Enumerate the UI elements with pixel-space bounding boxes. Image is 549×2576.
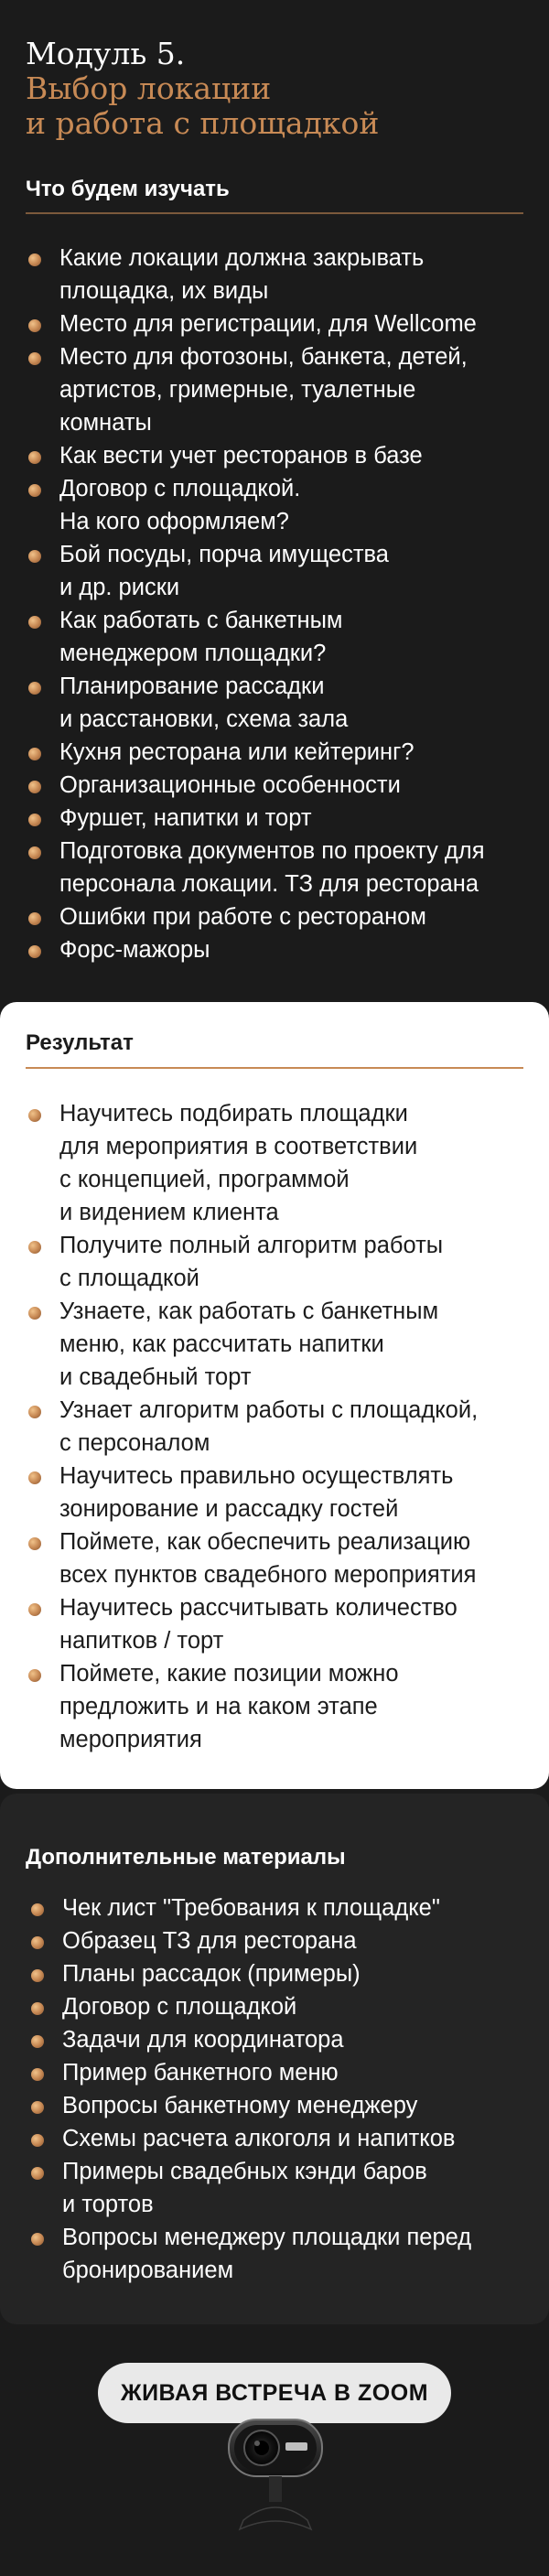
list-item — [26, 1591, 529, 1657]
list-item-text: менеджером площадки? — [59, 641, 327, 666]
webcam-icon — [216, 2412, 335, 2536]
list-item-text: Ошибки при работе с рестораном — [59, 904, 426, 930]
list-item-text: напитков / торт — [59, 1628, 224, 1654]
list-item — [28, 2155, 541, 2221]
list-item — [28, 2122, 541, 2155]
result-section — [0, 1002, 549, 1789]
bullet-dot-icon — [31, 2068, 44, 2081]
bullet-dot-icon — [28, 1241, 41, 1254]
bullet-dot-icon — [31, 2167, 44, 2180]
module-title-line: и работа с площадкой — [26, 105, 380, 141]
list-item-text: На кого оформляем? — [59, 509, 289, 534]
list-item-text: Организационные особенности — [59, 772, 401, 798]
list-item-text: Узнает алгоритм работы с площадкой, — [59, 1397, 479, 1423]
bullet-dot-icon — [31, 2101, 44, 2114]
list-item-text: с персоналом — [59, 1430, 210, 1456]
list-item — [28, 2023, 541, 2056]
list-item — [26, 670, 529, 736]
list-item — [26, 802, 529, 835]
list-item — [26, 1525, 529, 1591]
list-item-text: Узнаете, как работать с банкетным — [59, 1299, 439, 1324]
list-item — [28, 1990, 541, 2023]
list-item-text: Вопросы банкетному менеджеру — [62, 2093, 418, 2118]
result-divider — [26, 1067, 523, 1069]
list-item — [26, 439, 529, 472]
learn-divider — [26, 212, 523, 214]
module-title — [26, 37, 379, 141]
bullet-dot-icon — [28, 451, 41, 464]
list-item — [26, 769, 529, 802]
list-item — [28, 1957, 541, 1990]
module-number: Модуль 5. — [26, 36, 186, 71]
extra-materials-section — [0, 1794, 549, 2324]
list-item — [26, 1295, 529, 1394]
list-item-text: Поймете, как обеспечить реализацию — [59, 1529, 471, 1555]
list-item-text: бронированием — [62, 2258, 234, 2283]
list-item-text: Подготовка документов по проекту для — [59, 838, 485, 864]
list-item — [26, 933, 529, 966]
list-item — [26, 340, 529, 439]
list-item-text: Договор с площадкой — [62, 1994, 297, 2020]
list-item — [26, 1657, 529, 1756]
list-item-text: Кухня ресторана или кейтеринг? — [59, 739, 414, 765]
bullet-dot-icon — [28, 945, 41, 958]
list-item-text: Бой посуды, порча имущества — [59, 542, 389, 567]
list-item-text: Планы рассадок (примеры) — [62, 1961, 361, 1987]
list-item — [28, 1924, 541, 1957]
list-item-text: для мероприятия в соответствии — [59, 1134, 418, 1159]
list-item-text: площадка, их виды — [59, 278, 269, 304]
module-hero-section — [0, 0, 549, 997]
bullet-dot-icon — [28, 484, 41, 497]
list-item-text: Место для фотозоны, банкета, детей, — [59, 344, 468, 370]
bullet-dot-icon — [31, 2002, 44, 2015]
list-item-text: и др. риски — [59, 575, 180, 600]
list-item — [28, 2056, 541, 2089]
result-list — [26, 1097, 529, 1756]
list-item — [26, 1460, 529, 1525]
list-item-text: персонала локации. ТЗ для ресторана — [59, 871, 479, 897]
list-item-text: Договор с площадкой. — [59, 476, 301, 501]
bullet-dot-icon — [28, 616, 41, 629]
list-item-text: Задачи для координатора — [62, 2027, 344, 2053]
bullet-dot-icon — [28, 1109, 41, 1122]
extra-list — [28, 1892, 541, 2287]
bullet-dot-icon — [28, 1537, 41, 1550]
list-item-text: Форс-мажоры — [59, 937, 210, 963]
bullet-dot-icon — [28, 1669, 41, 1682]
list-item-text: Получите полный алгоритм работы — [59, 1233, 444, 1258]
bullet-dot-icon — [31, 1969, 44, 1982]
bullet-dot-icon — [28, 682, 41, 695]
zoom-meeting-button[interactable]: ЖИВАЯ ВСТРЕЧА В ZOOM — [98, 2363, 451, 2423]
list-item-text: Чек лист "Требования к площадке" — [62, 1895, 440, 1921]
learn-heading: Что будем изучать — [26, 177, 230, 201]
list-item-text: артистов, гримерные, туалетные — [59, 377, 416, 403]
list-item — [26, 538, 529, 604]
bullet-dot-icon — [28, 253, 41, 266]
list-item-text: Место для регистрации, для Wellcome — [59, 311, 477, 337]
list-item — [26, 604, 529, 670]
list-item-text: предложить и на каком этапе — [59, 1694, 378, 1719]
list-item — [28, 2089, 541, 2122]
list-item-text: и расстановки, схема зала — [59, 706, 349, 732]
list-item-text: Фуршет, напитки и торт — [59, 805, 312, 831]
list-item-text: Научитесь правильно осуществлять — [59, 1463, 454, 1489]
bullet-dot-icon — [28, 781, 41, 793]
list-item-text: Как вести учет ресторанов в базе — [59, 443, 423, 469]
list-item-text: всех пунктов свадебного мероприятия — [59, 1562, 477, 1588]
list-item-text: и видением клиента — [59, 1200, 279, 1225]
list-item-text: мероприятия — [59, 1727, 202, 1752]
list-item-text: Какие локации должна закрывать — [59, 245, 425, 271]
list-item — [26, 472, 529, 538]
bullet-dot-icon — [28, 1603, 41, 1616]
list-item-text: комнаты — [59, 410, 152, 436]
list-item-text: Образец ТЗ для ресторана — [62, 1928, 357, 1954]
list-item-text: Примеры свадебных кэнди баров — [62, 2159, 427, 2184]
bullet-dot-icon — [28, 912, 41, 925]
list-item-text: Поймете, какие позиции можно — [59, 1661, 399, 1687]
bullet-dot-icon — [31, 2233, 44, 2246]
bullet-dot-icon — [28, 1406, 41, 1418]
bullet-dot-icon — [28, 1471, 41, 1484]
bullet-dot-icon — [31, 2134, 44, 2147]
list-item — [26, 242, 529, 307]
bullet-dot-icon — [28, 319, 41, 332]
list-item — [26, 900, 529, 933]
list-item-text: Пример банкетного меню — [62, 2060, 339, 2086]
learn-list — [26, 242, 529, 966]
list-item — [26, 1229, 529, 1295]
bullet-dot-icon — [28, 550, 41, 563]
list-item — [26, 307, 529, 340]
list-item-text: с концепцией, программой — [59, 1167, 350, 1192]
list-item-text: Как работать с банкетным — [59, 608, 343, 633]
list-item-text: Вопросы менеджеру площадки перед — [62, 2225, 472, 2250]
list-item-text: Схемы расчета алкоголя и напитков — [62, 2126, 456, 2151]
list-item — [26, 736, 529, 769]
list-item-text: Научитесь подбирать площадки — [59, 1101, 408, 1126]
bullet-dot-icon — [31, 1903, 44, 1916]
list-item — [26, 835, 529, 900]
bullet-dot-icon — [28, 1307, 41, 1320]
list-item — [28, 2221, 541, 2287]
list-item-text: меню, как рассчитать напитки — [59, 1331, 384, 1357]
list-item-text: и тортов — [62, 2192, 154, 2217]
result-heading: Результат — [26, 1030, 134, 1055]
module-title-line: Выбор локации — [26, 70, 272, 106]
list-item — [26, 1394, 529, 1460]
list-item-text: и свадебный торт — [59, 1364, 252, 1390]
list-item-text: Планирование рассадки — [59, 674, 325, 699]
bullet-dot-icon — [31, 2035, 44, 2048]
bullet-dot-icon — [28, 352, 41, 365]
list-item-text: зонирование и рассадку гостей — [59, 1496, 399, 1522]
bullet-dot-icon — [28, 748, 41, 760]
extra-heading: Дополнительные материалы — [26, 1845, 346, 1870]
bullet-dot-icon — [28, 846, 41, 859]
list-item — [28, 1892, 541, 1924]
bullet-dot-icon — [31, 1936, 44, 1949]
bullet-dot-icon — [28, 814, 41, 826]
list-item-text: Научитесь рассчитывать количество — [59, 1595, 458, 1621]
list-item-text: с площадкой — [59, 1266, 199, 1291]
list-item — [26, 1097, 529, 1229]
